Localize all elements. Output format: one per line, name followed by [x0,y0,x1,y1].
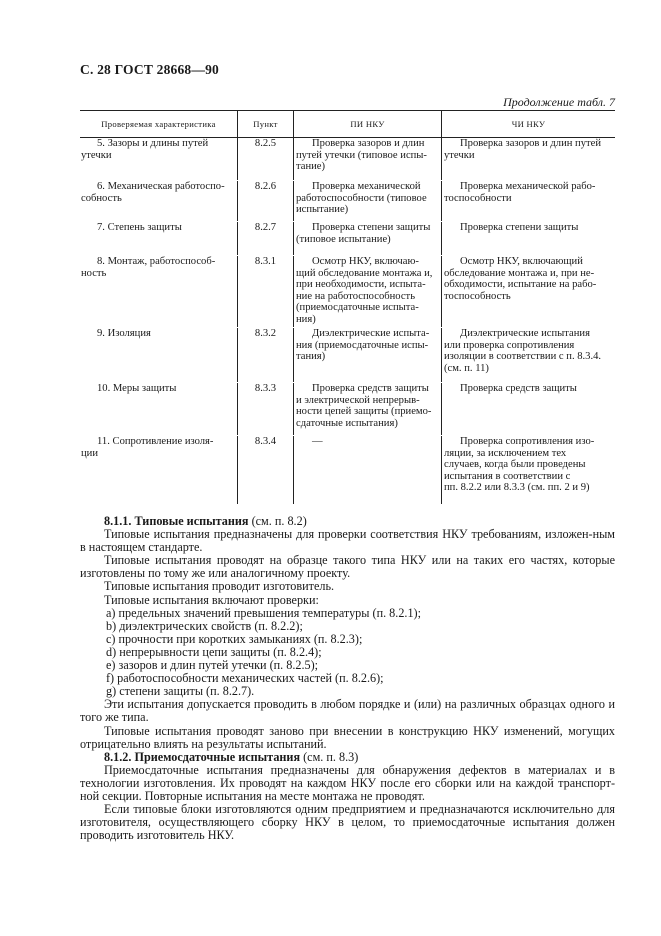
cell-line: ния (приемосдаточные испы- [296,339,429,351]
table-tail [80,496,615,504]
cell-line: Проверка средств защиты [460,383,577,394]
table-row [80,180,615,221]
cell-clause: 8.3.1 [238,256,294,327]
cell-line: Диэлектрические испыта- [312,328,430,339]
cell-line: Проверка зазоров и длин путей [460,138,602,149]
table-tail-cell [442,496,615,504]
cell-line: ляции, за исключением тех [444,447,567,459]
section-title: Приемосдаточные испытания [134,749,301,764]
cell-line: или проверка сопротивления [444,339,575,351]
cell-line: 7. Степень защиты [97,222,182,233]
cell-line: испытания в соответствии с [444,470,571,482]
cell-line: пп. 8.2.2 или 8.3.3 (см. пп. 2 и 9) [444,482,590,493]
cell-clause: 8.2.6 [238,181,294,221]
cell-line: 11. Сопротивление изоля- [97,436,214,447]
list-item: c) прочности при коротких замыканиях (п. 8.2.3); [106,631,363,646]
cell-line: щий обследование монтажа и, [296,267,433,279]
cell-clause: 8.2.5 [238,138,294,180]
cell-line: тание) [296,161,326,172]
cell-line: ции [81,447,99,459]
cell-line: Проверка степени защиты [460,222,579,233]
cell-pi [294,328,442,382]
cell-line: 5. Зазоры и длины путей [97,138,209,149]
table-7 [80,110,615,504]
paragraph: Если типовые блоки изготовляются одним предприятием и предназначаются исключительно для изготовителя, осуществляющего сборку НКУ в целом, то приемосдаточные испытания должен проводить изготовитель НКУ. [80,802,615,843]
cell-line: (см. п. 11) [444,362,489,374]
cell-line: Проверка зазоров и длин [312,138,425,149]
table-tail-cell [80,496,238,504]
cell-chi [442,383,615,435]
cell-line: ние на работоспособность [296,290,416,302]
cell-pi [294,222,442,255]
cell-line: утечки [444,149,475,161]
cell-line: Проверка механической рабо- [460,181,596,192]
table-row [80,138,615,180]
cell-line: 8. Монтаж, работоспособ- [97,256,216,267]
list-item: a) предельных значений превышения температуры (п. 8.2.1); [106,605,421,620]
cell-chi [442,181,615,221]
cell-line: (типовое испытание) [296,233,391,245]
cell-line: испытание) [296,204,349,215]
cell-line: (приемосдаточные испыта- [296,302,419,313]
cell-line: и электрической непрерыв- [296,394,420,406]
cell-characteristic [80,256,238,327]
cell-line: 10. Меры защиты [97,383,177,394]
cell-line: обходимости, испытание на рабо- [444,279,597,290]
paragraph: Эти испытания допускается проводить в любом порядке и (или) на различных образцах одного и того же типа. [80,697,615,725]
paragraph: Типовые испытания проводит изготовитель. [104,579,335,594]
cell-pi [294,138,442,180]
cell-line: случаев, когда были проведены [444,459,586,470]
section-ref: (см. п. 8.2) [251,514,307,528]
cell-clause: 8.3.3 [238,383,294,435]
cell-line: путей утечки (типовое испы- [296,149,427,161]
paragraph: Типовые испытания предназначены для проверки соответствия НКУ требованиям, изложен-ным в настоящем стандарте. [80,527,615,555]
cell-clause: 8.2.7 [238,222,294,255]
section-number: 8.1.1. [104,514,132,528]
section-title: Типовые испытания [134,514,249,528]
body-text [80,515,615,842]
list-item: d) непрерывности цепи защиты (п. 8.2.4); [106,644,322,659]
table-body [80,138,615,504]
cell-chi [442,138,615,180]
cell-characteristic [80,181,238,221]
section-number: 8.1.2. [104,749,132,764]
paragraph: Типовые испытания включают проверки: [104,592,319,607]
cell-line: 6. Механическая работоспо- [97,181,225,192]
cell-chi [442,222,615,255]
table-row [80,255,615,327]
cell-line: Диэлектрические испытания [460,328,590,339]
cell-characteristic [80,222,238,255]
cell-line: ния) [296,313,316,325]
section-ref: (см. п. 8.3) [303,749,359,764]
table-tail-cell [294,496,442,504]
cell-chi [442,328,615,382]
table-row [80,221,615,255]
cell-clause: 8.3.4 [238,436,294,496]
column-header-characteristic: Проверяемая характеристика [80,111,238,137]
list-item: e) зазоров и длин путей утечки (п. 8.2.5); [106,658,319,673]
table-row [80,327,615,382]
cell-line: — [312,436,323,447]
cell-pi [294,383,442,435]
cell-characteristic [80,383,238,435]
table-tail-cell [238,496,294,504]
table-header-row [80,111,615,137]
cell-line: утечки [81,149,112,161]
cell-pi [294,436,442,496]
cell-line: тоспособности [444,192,512,204]
column-header-pi: ПИ НКУ [294,111,442,137]
cell-line: при необходимости, испыта- [296,279,426,290]
paragraph: Типовые испытания проводят на образце такого типа НКУ или на таких его частях, которые изготовлены по тому же или аналогичному проекту. [80,553,615,581]
section-8-1-2-heading [80,751,615,764]
cell-pi [294,256,442,327]
paragraph: Приемосдаточные испытания предназначены для обнаружения дефектов в материалах и в технологии изготовления. Их проводят на каждом НКУ после его сборки или на каждой транспорт-ной секции. Повторные испытания на месте монтажа не проводят. [80,762,615,803]
list-item: g) степени защиты (п. 8.2.7). [106,684,255,699]
cell-pi [294,181,442,221]
cell-line: сдаточные испытания) [296,417,398,429]
cell-chi [442,256,615,327]
cell-line: Осмотр НКУ, включающий [460,256,583,267]
table-row [80,382,615,435]
column-header-chi: ЧИ НКУ [511,119,546,129]
cell-clause: 8.3.2 [238,328,294,382]
cell-characteristic [80,328,238,382]
table-continuation-label: Продолжение табл. 7 [503,95,615,109]
cell-chi [442,436,615,496]
cell-line: ность [81,267,107,279]
table-row [80,435,615,496]
cell-line: Проверка механической [312,181,421,192]
cell-line: Проверка степени защиты [312,222,431,233]
cell-line: обследование монтажа и, при не- [444,267,595,279]
cell-line: Проверка средств защиты [312,383,429,394]
cell-characteristic [80,436,238,496]
cell-line: 9. Изоляция [97,328,151,339]
cell-line: собность [81,192,122,204]
cell-characteristic [80,138,238,180]
cell-line: тания) [296,351,326,362]
list-item: b) диэлектрических свойств (п. 8.2.2); [106,618,303,633]
list-item: f) работоспособности механических частей (п. 8.2.6); [106,671,384,686]
cell-line: тоспособность [444,290,511,302]
cell-line: Проверка сопротивления изо- [460,436,595,447]
cell-line: работоспособности (типовое [296,192,427,204]
paragraph: Типовые испытания проводят заново при внесении в конструкцию НКУ изменений, могущих отрицательно влиять на результаты испытаний. [80,723,615,751]
cell-line: Осмотр НКУ, включаю- [312,256,419,267]
page-header: С. 28 ГОСТ 28668—90 [80,62,219,77]
cell-line: ности цепей защиты (приемо- [296,406,432,417]
cell-line: изоляции в соответствии с п. 8.3.4. [444,351,602,362]
column-header-clause: Пункт [238,111,294,137]
